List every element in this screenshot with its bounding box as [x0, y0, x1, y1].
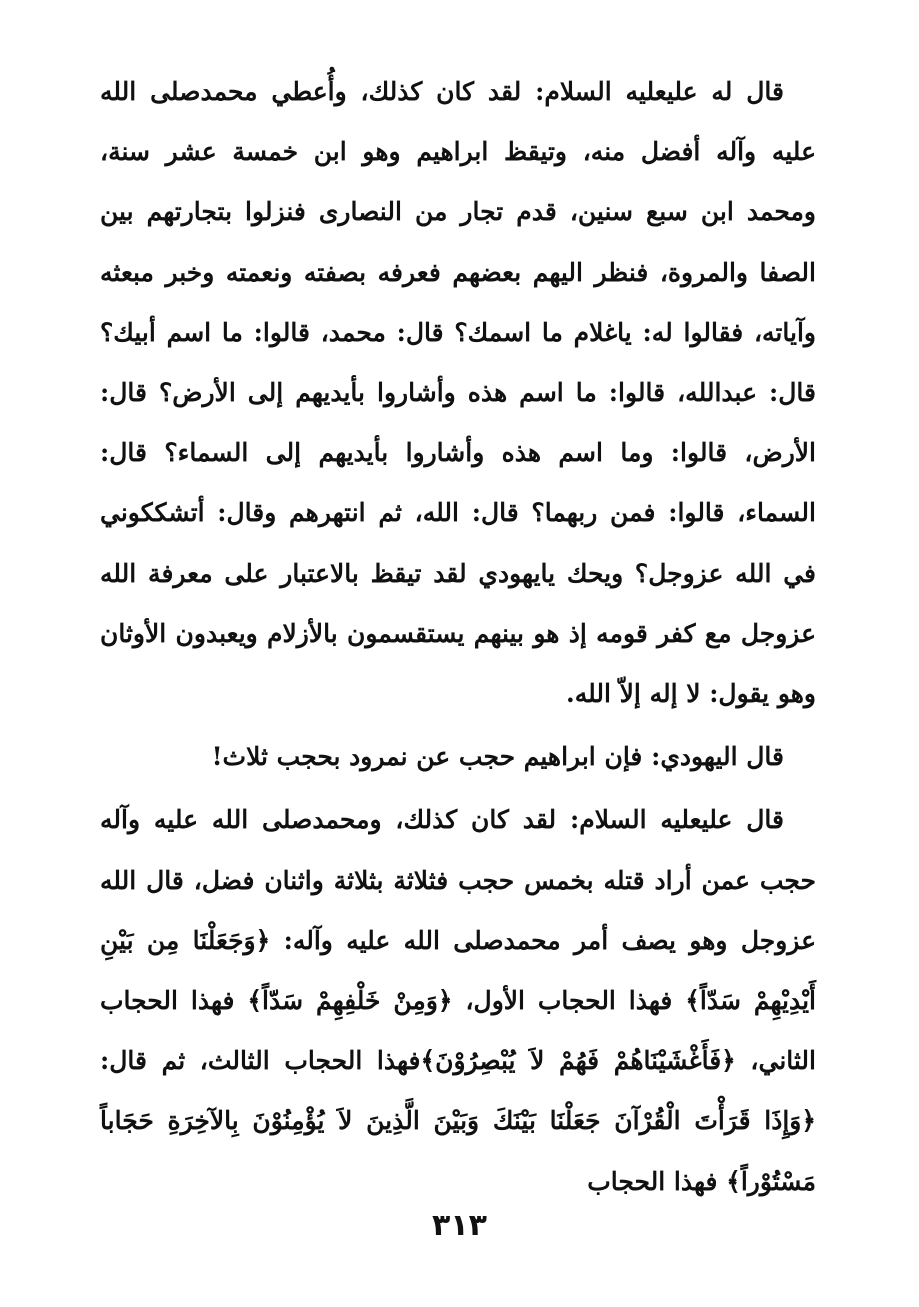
page-number: ٣١٣ [432, 1208, 487, 1243]
paragraph-3: قال عليعليه السلام: لقد كان كذلك، ومحمدصلى الله عليه وآله حجب عمن أراد قتله بخمس حجب فثلاثة بثلاثة واثنان فضل، قال الله عزوجل وهو يصف أمر محمدصلى الله عليه وآله: ﴿وَجَعَلْنَا مِن بَيْنِ أَيْدِيْهِمْ سَدّاً﴾ فهذا الحجاب الأول، ﴿وَمِنْ خَلْفِهِمْ سَدّاً﴾ فهذا الحجاب الثاني، ﴿فَأَغْشَيْنَاهُمْ فَهُمْ لاَ يُبْصِرُوْنَ﴾فهذا الحجاب الثالث، ثم قال: ﴿وَإِذَا قَرَأْتَ الْقُرْآنَ جَعَلْنَا بَيْنَكَ وَبَيْنَ الَّذِينَ لاَ يُؤْمِنُوْنَ بِالآخِرَةِ حَجَاباً مَسْتُوْراً﴾ فهذا الحجاب [100, 805, 816, 1196]
page-body [100, 62, 816, 1212]
paragraph-2: قال اليهودي: فإن ابراهيم حجب عن نمرود بحجب ثلاث! [211, 742, 784, 772]
paragraph-1: قال له عليعليه السلام: لقد كان كذلك، وأُعطي محمدصلى الله عليه وآله أفضل منه، وتيقظ ابراهيم وهو ابن خمسة عشر سنة، ومحمد ابن سبع سنين، قدم تجار من النصارى فنزلوا بتجارتهم بين الصفا والمروة، فنظر اليهم بعضهم فعرفه بصفته ونعمته وخبر مبعثه وآياته، فقالوا له: ياغلام ما اسمك؟ قال: محمد، قالوا: ما اسم أبيك؟ قال: عبدالله، قالوا: ما اسم هذه وأشاروا بأيديهم إلى الأرض؟ قال: الأرض، قالوا: وما اسم هذه وأشاروا بأيديهم إلى السماء؟ قال: السماء، قالوا: فمن ربهما؟ قال: الله، ثم انتهرهم وقال: أتشككوني في الله عزوجل؟ ويحك يايهودي لقد تيقظ بالاعتبار على معرفة الله عزوجل مع كفر قومه إذ هو بينهم يستقسمون بالأزلام ويعبدون الأوثان وهو يقول: لا إله إلاّ الله. [100, 77, 816, 709]
